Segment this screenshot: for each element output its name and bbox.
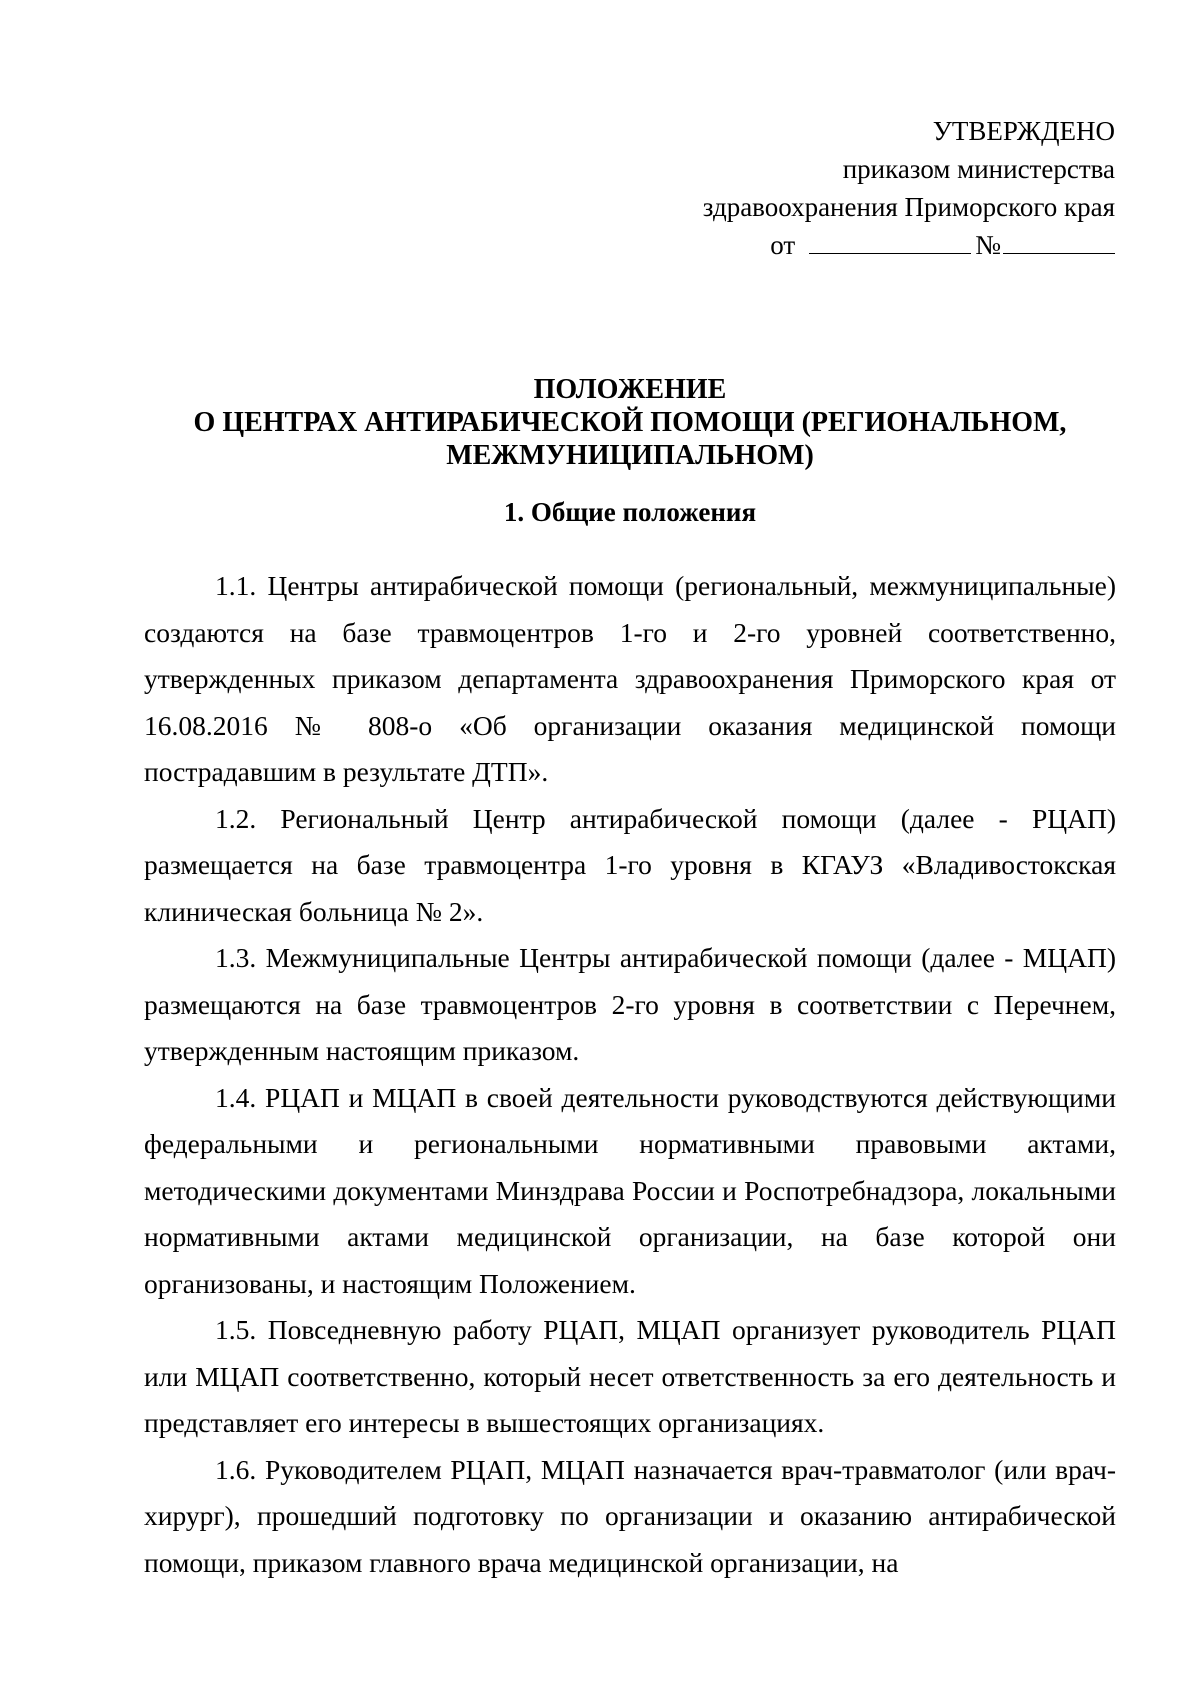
paragraph: 1.4. РЦАП и МЦАП в своей деятельности руководствуются действующими федеральными и региональными нормативными правовыми актами, методическими документами Минздрава России и Роспотребнадзора, локальными нормативными актами медицинской организации, на базе которой они организованы, и настоящим Положением. (144, 1081, 1116, 1299)
approval-date-number-line (555, 226, 1115, 264)
paragraph: 1.5. Повседневную работу РЦАП, МЦАП организует руководитель РЦАП или МЦАП соответственно, который несет ответственность за его деятельность и представляет его интересы в вышестоящих организациях. (144, 1314, 1116, 1438)
title-line-3: МЕЖМУНИЦИПАЛЬНОМ) (446, 440, 814, 471)
title-line-1: ПОЛОЖЕНИЕ (533, 374, 727, 405)
document-title (140, 373, 1120, 472)
paragraph: 1.2. Региональный Центр антирабической помощи (далее - РЦАП) размещается на базе травмоцентра 1-го уровня в КГАУЗ «Владивостокская клиническая больница № 2». (144, 802, 1116, 927)
approval-number-blank (1003, 231, 1115, 254)
paragraph: 1.3. Межмуниципальные Центры антирабической помощи (далее - МЦАП) размещаются на базе травмоцентров 2-го уровня в соответствии с Перечнем, утвержденным настоящим приказом. (144, 942, 1116, 1066)
approval-number-label: № (975, 230, 1001, 260)
title-line-2: О ЦЕНТРАХ АНТИРАБИЧЕСКОЙ ПОМОЩИ (РЕГИОНАЛЬНОМ, (193, 407, 1067, 438)
approval-from-label: от (770, 230, 796, 260)
paragraph: 1.6. Руководителем РЦАП, МЦАП назначается врач-травматолог (или врач-хирург), прошедший подготовку по организации и оказанию антирабической помощи, приказом главного врача медицинской организации, на (144, 1453, 1116, 1578)
approval-date-blank (809, 231, 971, 254)
paragraph: 1.1. Центры антирабической помощи (региональный, межмуниципальные) создаются на базе травмоцентров 1-го и 2-го уровней соответственно, утвержденных приказом департамента здравоохранения Приморского края от 16.08.2016 № 808-о «Об организации оказания медицинской помощи пострадавшим в результате ДТП». (144, 570, 1116, 787)
document-body (144, 563, 1116, 1586)
approval-block (555, 112, 1115, 264)
approval-status: УТВЕРЖДЕНО (932, 116, 1115, 146)
approval-ministry-line: здравоохранения Приморского края (702, 192, 1115, 222)
approval-order-line: приказом министерства (842, 154, 1115, 184)
section-heading: 1. Общие положения (503, 497, 757, 527)
